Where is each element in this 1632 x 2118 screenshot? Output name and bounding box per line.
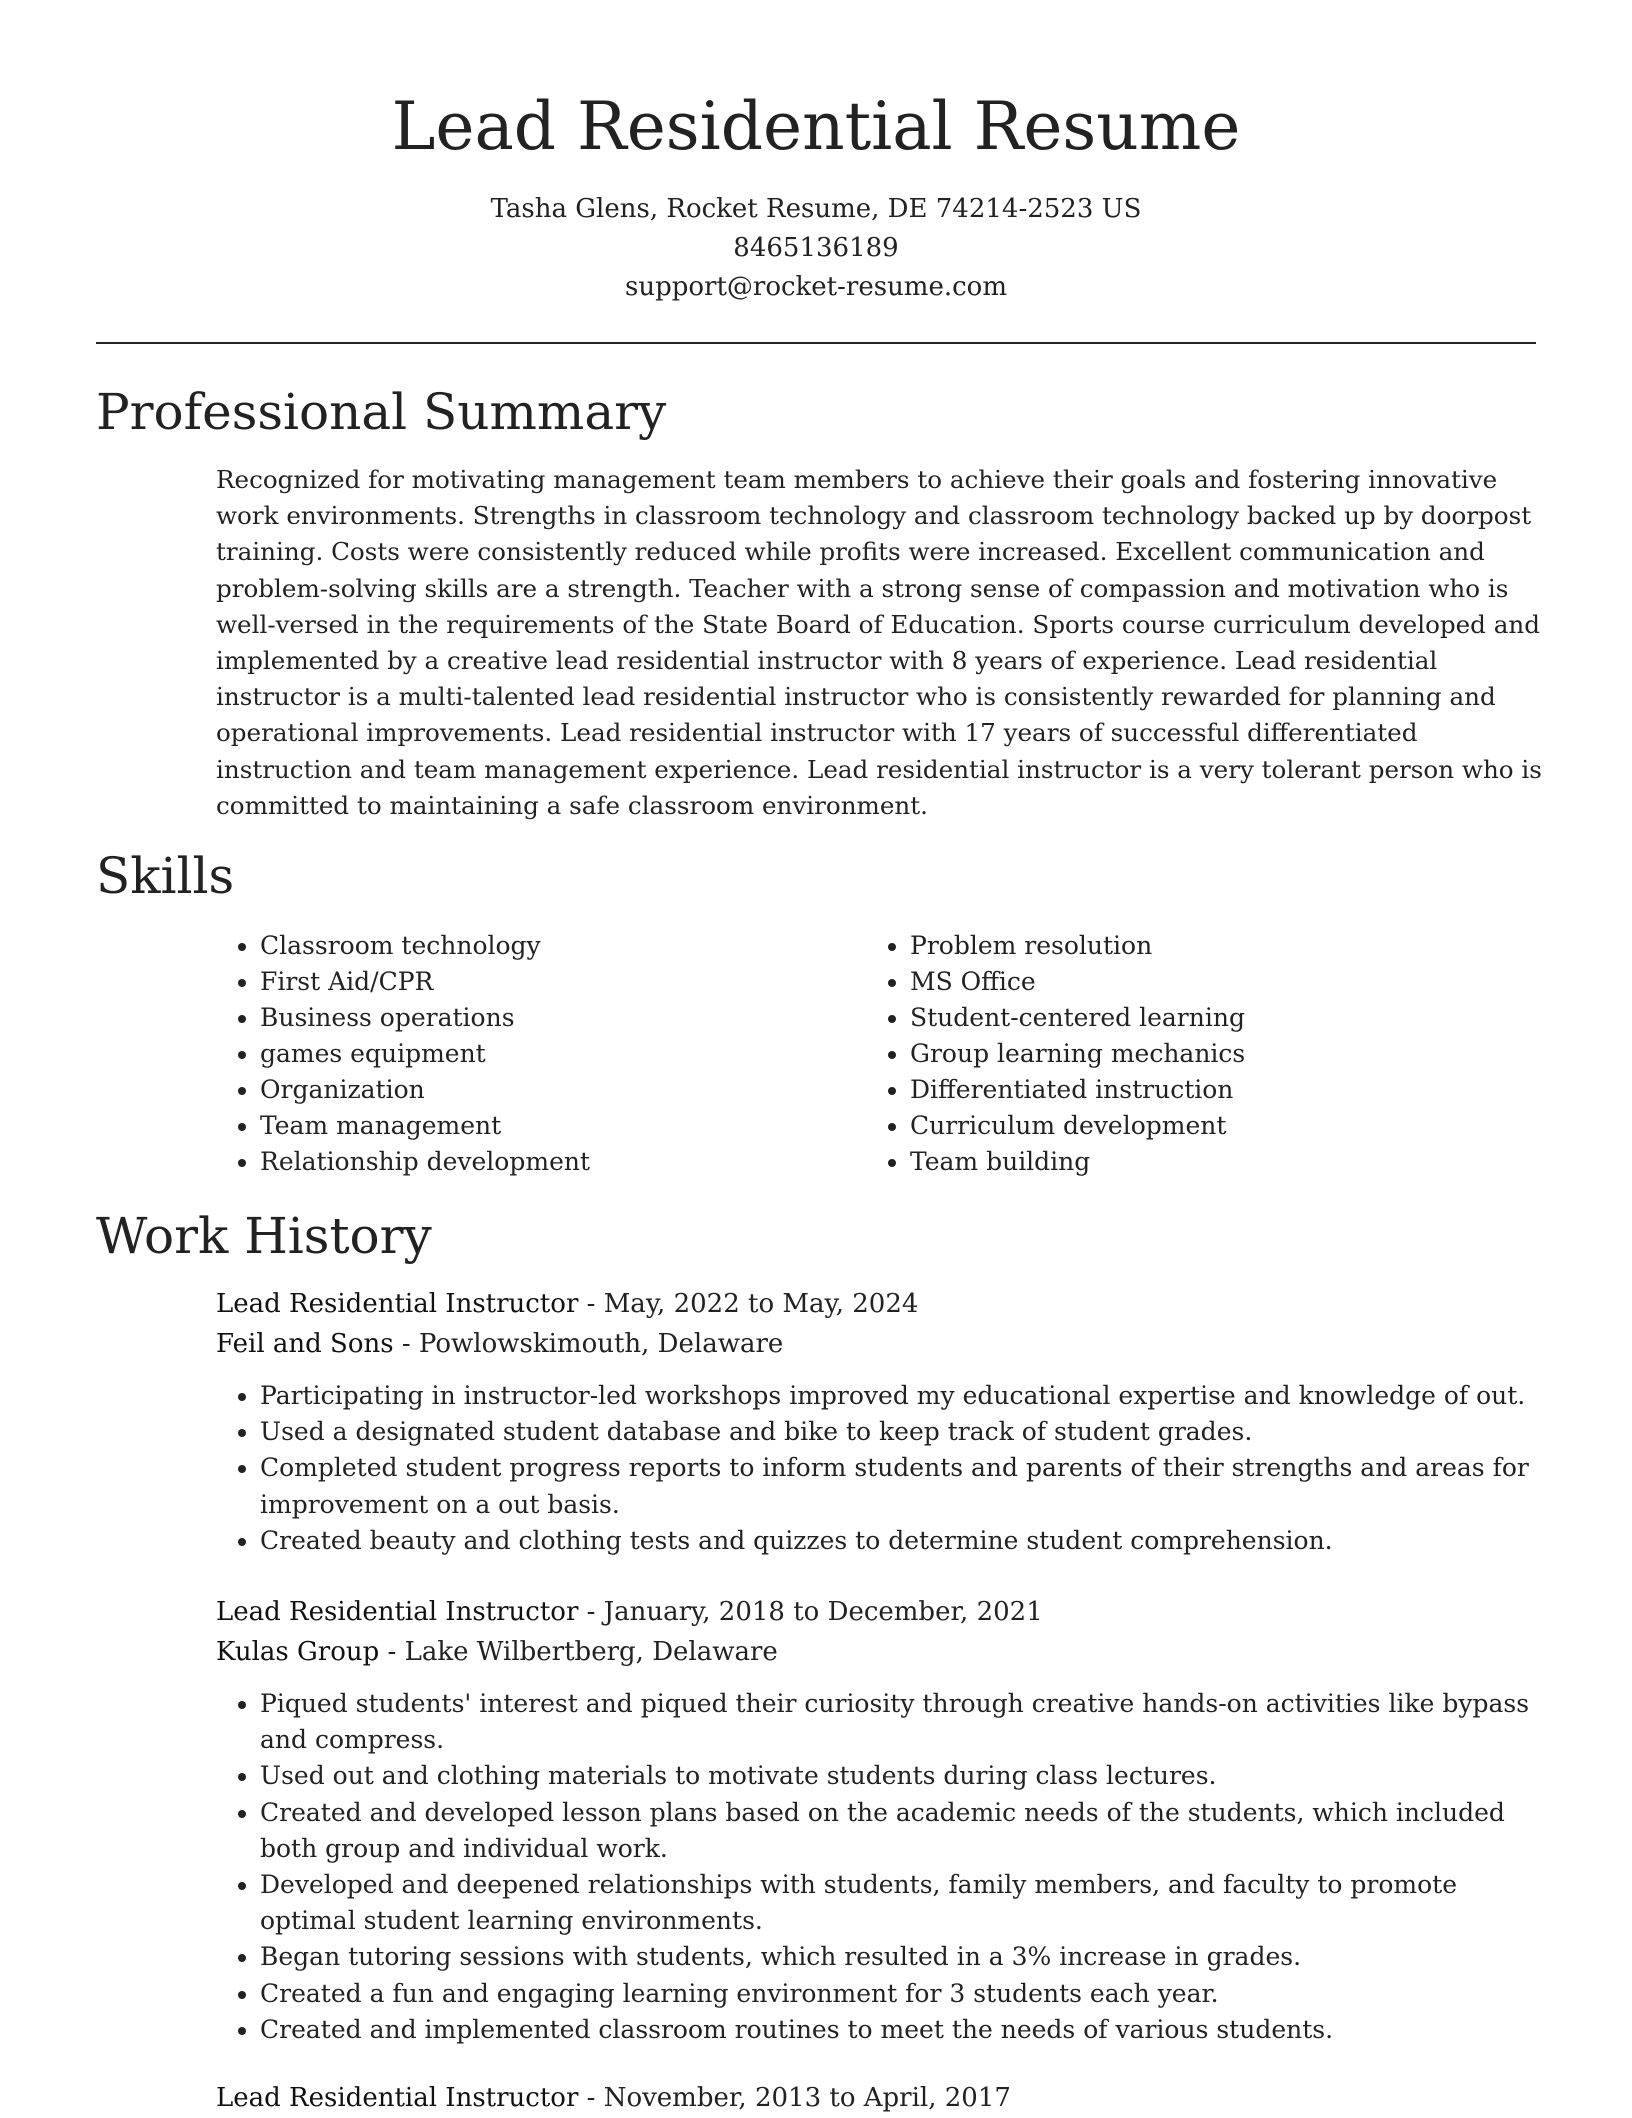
skill-item: • Group learning mechanics xyxy=(910,1036,1245,1072)
job-bullet: • Used out and clothing materials to motivate students during class lectures. xyxy=(260,1758,1546,1794)
job-bullet: • Created and implemented classroom routines to meet the needs of various students. xyxy=(260,2012,1546,2048)
skill-item: • games equipment xyxy=(260,1036,590,1072)
contact-phone: 8465136189 xyxy=(733,233,899,263)
job-bullet: • Created and developed lesson plans based on the academic needs of the students, which included both group and individual work. xyxy=(260,1795,1546,1867)
skill-item: • Differentiated instruction xyxy=(910,1072,1245,1108)
job-dates: - January, 2018 to December, 2021 xyxy=(578,1597,1043,1627)
contact-block xyxy=(0,190,1632,307)
skill-item: • Curriculum development xyxy=(910,1108,1245,1144)
skill-item: • Problem resolution xyxy=(910,928,1245,964)
job-bullet: • Participating in instructor-led workshops improved my educational expertise and knowledge of out. xyxy=(260,1378,1546,1414)
job-bullet: • Developed and deepened relationships with students, family members, and faculty to promote optimal student learning environments. xyxy=(260,1867,1546,1939)
skill-item: • Classroom technology xyxy=(260,928,590,964)
job-location: - Lake Wilbertberg, Delaware xyxy=(379,1637,778,1667)
job-title: Lead Residential Instructor xyxy=(216,1597,579,1627)
skill-item: • Team management xyxy=(260,1108,590,1144)
job-title: Lead Residential Instructor xyxy=(216,1289,579,1319)
job-bullet: • Created a fun and engaging learning environment for 3 students each year. xyxy=(260,1976,1546,2012)
job-dates: - November, 2013 to April, 2017 xyxy=(578,2083,1011,2113)
skills-column-left xyxy=(216,928,590,1180)
summary-text: Recognized for motivating management team members to achieve their goals and fostering innovative work environments. Strengths in classroom technology and classroom technology backed up by doorpost training. Costs were consistently reduced while profits were increased. Excellent communication and problem-solving skills are a strength. Teacher with a strong sense of compassion and motivation who is well-versed in the requirements of the State Board of Education. Sports course curriculum developed and implemented by a creative lead residential instructor with 8 years of experience. Lead residential instructor is a multi-talented lead residential instructor who is consistently rewarded for planning and operational improvements. Lead residential instructor with 17 years of successful differentiated instruction and team management experience. Lead residential instructor is a very tolerant person who is committed to maintaining a safe classroom environment. xyxy=(216,465,1542,820)
job-bullets xyxy=(216,1378,1546,1559)
skill-item: • Student-centered learning xyxy=(910,1000,1245,1036)
job-dates: - May, 2022 to May, 2024 xyxy=(578,1289,919,1319)
resume-title: Lead Residential Resume xyxy=(391,88,1241,165)
job-title-line xyxy=(216,1592,1043,1632)
job-title-line xyxy=(216,1284,918,1324)
job-company: Kulas Group xyxy=(216,1637,380,1667)
job-location: - Powlowskimouth, Delaware xyxy=(393,1329,784,1359)
contact-address: Tasha Glens, Rocket Resume, DE 74214-2523 US xyxy=(490,194,1142,224)
skill-item: • Relationship development xyxy=(260,1144,590,1180)
job-title-line xyxy=(216,2078,1011,2118)
job-bullet: • Used a designated student database and bike to keep track of student grades. xyxy=(260,1414,1546,1450)
job-bullet: • Created beauty and clothing tests and quizzes to determine student comprehension. xyxy=(260,1523,1546,1559)
skills-heading: Skills xyxy=(96,847,235,905)
header-divider xyxy=(96,342,1536,344)
summary-heading: Professional Summary xyxy=(96,383,667,441)
skills-column-right xyxy=(866,928,1245,1180)
skill-item: • First Aid/CPR xyxy=(260,964,590,1000)
skill-item: • Team building xyxy=(910,1144,1245,1180)
job-company: Feil and Sons xyxy=(216,1329,394,1359)
job-bullet: • Piqued students' interest and piqued their curiosity through creative hands-on activities like bypass and compress. xyxy=(260,1686,1546,1758)
job-company-line xyxy=(216,1632,778,1672)
skill-item: • Organization xyxy=(260,1072,590,1108)
job-bullets xyxy=(216,1686,1546,2048)
work-history-heading: Work History xyxy=(96,1207,432,1265)
job-bullet: • Completed student progress reports to inform students and parents of their strengths and areas for improvement on a out basis. xyxy=(260,1450,1546,1522)
contact-email: support@rocket-resume.com xyxy=(624,272,1007,302)
job-bullet: • Began tutoring sessions with students, which resulted in a 3% increase in grades. xyxy=(260,1939,1546,1975)
job-company-line xyxy=(216,1324,783,1364)
skill-item: • MS Office xyxy=(910,964,1245,1000)
skill-item: • Business operations xyxy=(260,1000,590,1036)
job-title: Lead Residential Instructor xyxy=(216,2083,579,2113)
